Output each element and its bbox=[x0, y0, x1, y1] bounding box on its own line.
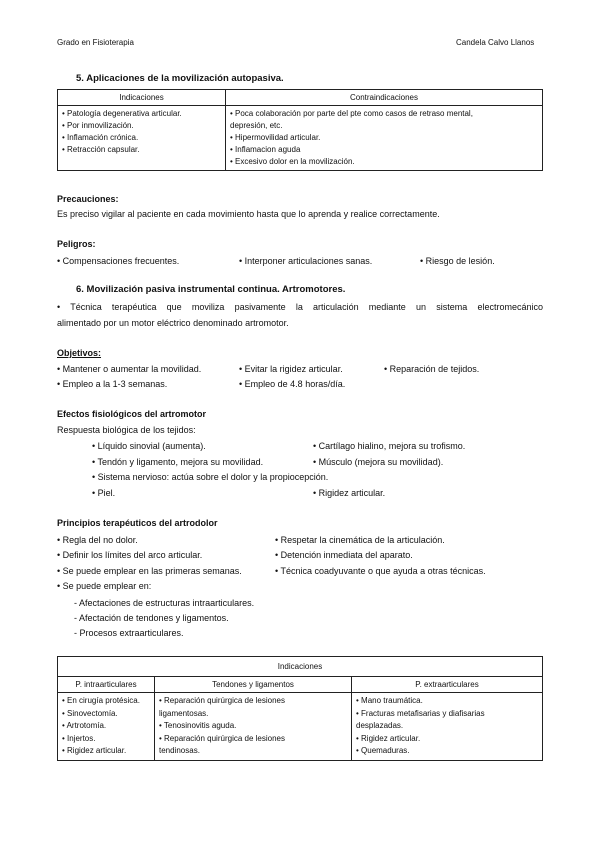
header-right: Candela Calvo Llanos bbox=[456, 38, 535, 47]
header-left: Grado en Fisioterapia bbox=[57, 38, 134, 47]
list-item: • Fracturas metafisarias y diafisarias bbox=[356, 708, 485, 718]
list-item: • Rigidez articular. bbox=[356, 733, 421, 743]
table-header-extraarticulares: P. extraarticulares bbox=[352, 677, 543, 693]
list-item: • Líquido sinovial (aumenta). bbox=[92, 441, 206, 451]
list-item: tendinosas. bbox=[159, 746, 200, 755]
list-item: • Hipermovilidad articular. bbox=[230, 133, 321, 142]
list-item: • Regla del no dolor. bbox=[57, 535, 138, 545]
list-item: • Piel. bbox=[92, 488, 116, 498]
precauciones-text: Es preciso vigilar al paciente en cada movimiento hasta que lo aprenda y realice correctamente. bbox=[57, 209, 440, 219]
list-item: • Retracción capsular. bbox=[62, 145, 140, 154]
sub-list-item: - Procesos extraarticulares. bbox=[74, 628, 184, 638]
section-6-text-1: • Técnica terapéutica que moviliza pasivamente la articulación mediante un sistema electromecánico bbox=[57, 302, 543, 312]
list-item: • Sistema nervioso: actúa sobre el dolor y la propiocepción. bbox=[92, 472, 329, 482]
list-item: • Respetar la cinemática de la articulación. bbox=[275, 535, 445, 545]
intraarticulares-cell bbox=[58, 693, 155, 761]
list-item: • Reparación quirúrgica de lesiones bbox=[159, 696, 285, 705]
list-item: • Inflamacion aguda bbox=[230, 145, 301, 154]
list-item: desplazadas. bbox=[356, 721, 404, 730]
list-item: • Empleo a la 1-3 semanas. bbox=[57, 379, 168, 389]
list-item: depresión, etc. bbox=[230, 121, 283, 130]
sub-list-item: - Afectaciones de estructuras intraarticulares. bbox=[74, 598, 255, 608]
peligros-title: Peligros: bbox=[57, 239, 96, 249]
sub-list-item: - Afectación de tendones y ligamentos. bbox=[74, 613, 229, 623]
list-item: • Sinovectomía. bbox=[62, 708, 118, 718]
indicaciones-cell bbox=[58, 106, 226, 171]
table-applications bbox=[57, 89, 543, 171]
list-item: • Rigidez articular. bbox=[313, 488, 386, 498]
list-item: ligamentosas. bbox=[159, 708, 209, 718]
list-item: • Quemaduras. bbox=[356, 746, 410, 755]
list-item: • Inflamación crónica. bbox=[62, 133, 139, 142]
contraindicaciones-cell bbox=[226, 106, 543, 171]
list-item: • Tendón y ligamento, mejora su movilidad. bbox=[92, 457, 264, 467]
section-5-title: 5. Aplicaciones de la movilización autopasiva. bbox=[76, 73, 284, 84]
list-item: • Se puede emplear en las primeras semanas. bbox=[57, 566, 242, 576]
section-6-title: 6. Movilización pasiva instrumental continua. Artromotores. bbox=[76, 284, 346, 295]
efectos-title: Efectos fisiológicos del artromotor bbox=[57, 409, 207, 419]
table-header-indicaciones: Indicaciones bbox=[58, 90, 226, 106]
table-title: Indicaciones bbox=[58, 657, 543, 677]
list-item: • Mano traumática. bbox=[356, 696, 423, 705]
list-item: • Definir los límites del arco articular. bbox=[57, 550, 203, 560]
list-item: • Detención inmediata del aparato. bbox=[275, 550, 413, 560]
precauciones-title: Precauciones: bbox=[57, 194, 119, 204]
list-item: • Evitar la rigidez articular. bbox=[239, 364, 343, 374]
list-item: • Por inmovilización. bbox=[62, 121, 134, 130]
list-item: • Tenosinovitis aguda. bbox=[159, 721, 237, 730]
list-item: • Rigidez articular. bbox=[62, 746, 127, 755]
list-item: • Cartílago hialino, mejora su trofismo. bbox=[313, 441, 466, 451]
list-item: • Compensaciones frecuentes. bbox=[57, 256, 180, 266]
objetivos-title: Objetivos: bbox=[57, 348, 102, 358]
list-item: • Artrotomía. bbox=[62, 721, 107, 730]
list-item: • Injertos. bbox=[62, 733, 96, 743]
list-item: • Empleo de 4.8 horas/día. bbox=[239, 379, 346, 389]
list-item: • Reparación quirúrgica de lesiones bbox=[159, 733, 285, 743]
principios-title: Principios terapéuticos del artrodolor bbox=[57, 518, 218, 528]
list-item: • Excesivo dolor en la movilización. bbox=[230, 157, 355, 166]
section-6-text-2: alimentado por un motor eléctrico denominado artromotor. bbox=[57, 318, 289, 328]
table-header-tendones: Tendones y ligamentos bbox=[155, 677, 352, 693]
table-indicaciones bbox=[57, 656, 543, 761]
list-item: • Riesgo de lesión. bbox=[420, 256, 495, 266]
list-item: • Se puede emplear en: bbox=[57, 581, 152, 591]
extraarticulares-cell bbox=[352, 693, 543, 761]
table-header-contraindicaciones: Contraindicaciones bbox=[226, 90, 543, 106]
list-item: • Técnica coadyuvante o que ayuda a otras técnicas. bbox=[275, 566, 486, 576]
tendones-cell bbox=[155, 693, 352, 761]
list-item: • Mantener o aumentar la movilidad. bbox=[57, 364, 202, 374]
table-header-intraarticulares: P. intraarticulares bbox=[58, 677, 155, 693]
list-item: • Poca colaboración por parte del pte como casos de retraso mental, bbox=[230, 109, 473, 118]
list-item: • Reparación de tejidos. bbox=[384, 364, 480, 374]
efectos-intro: Respuesta biológica de los tejidos: bbox=[57, 425, 196, 435]
list-item: • Patología degenerativa articular. bbox=[62, 109, 182, 118]
list-item: • En cirugía protésica. bbox=[62, 696, 140, 705]
list-item: • Interponer articulaciones sanas. bbox=[239, 256, 373, 266]
list-item: • Músculo (mejora su movilidad). bbox=[313, 457, 444, 467]
